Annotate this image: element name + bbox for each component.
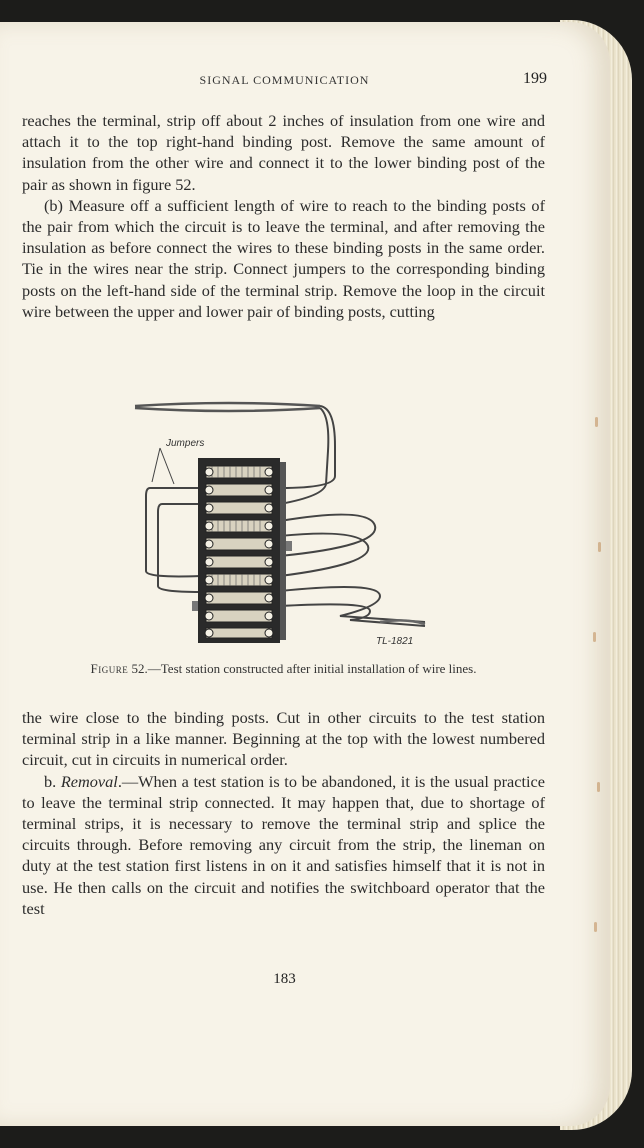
subsection-letter: b. (44, 771, 61, 791)
folio-number: 183 (273, 971, 296, 987)
paragraph-b: (b) Measure off a sufficient length of wire to reach to the binding posts of the pair from which the circuit is to leave the terminal, and after removing the insulation as before connect the wires to these binding posts in the same order. Tie in the wires near the strip. Connect jumpers to the corresponding binding posts on the left-hand side of the terminal strip. Remove the loop in the circuit wire between the upper and lower pair of binding posts, cutting (22, 195, 545, 321)
paragraph-continuation-2: the wire close to the binding posts. Cut in other circuits to the test station terminal strip in a like manner. Beginning at the top with the lowest numbered circuit, cut in circuits in numerical order. (22, 708, 545, 770)
running-head (22, 70, 547, 90)
foxing-spot (598, 542, 601, 552)
paragraph-continuation: reaches the terminal, strip off about 2 inches of insulation from one wire and attach it to the top right-hand binding post. Remove the same amount of insulation from the other wire and connect it to the lower binding post of the pair as shown in figure 52. (22, 111, 545, 194)
label-jumpers: Jumpers (166, 438, 205, 449)
terminal-strip-drawing (130, 396, 440, 652)
text-block-bottom (22, 707, 545, 919)
figure-52-illustration (130, 396, 440, 652)
caption-text: 52.—Test station constructed after initial installation of wire lines. (128, 661, 477, 676)
subsection-text: .—When a test station is to be abandoned, it is the usual practice to leave the terminal strip connected. It may happen that, due to shortage of terminal strips, it is necessary to remove the terminal strip and splice the circuits through. Before removing any circuit from the strip, the lineman on duty at the test station first listens in on it and satisfies himself that it is not in use. He then calls on the circuit and notifies the switchboard operator that the test (22, 771, 546, 918)
subsection-heading: Removal (60, 771, 118, 791)
text-block-top (22, 110, 545, 322)
foxing-spot (595, 417, 598, 427)
paragraph-removal (22, 771, 545, 919)
label-figure-code: TL-1821 (376, 636, 414, 647)
caption-prefix: Figure (90, 661, 129, 676)
foxing-spot (593, 632, 596, 642)
foxing-spot (594, 922, 597, 932)
page-number: 199 (523, 70, 547, 87)
running-title: SIGNAL COMMUNICATION (199, 73, 370, 87)
foxing-spot (597, 782, 600, 792)
figure-caption (22, 661, 545, 676)
